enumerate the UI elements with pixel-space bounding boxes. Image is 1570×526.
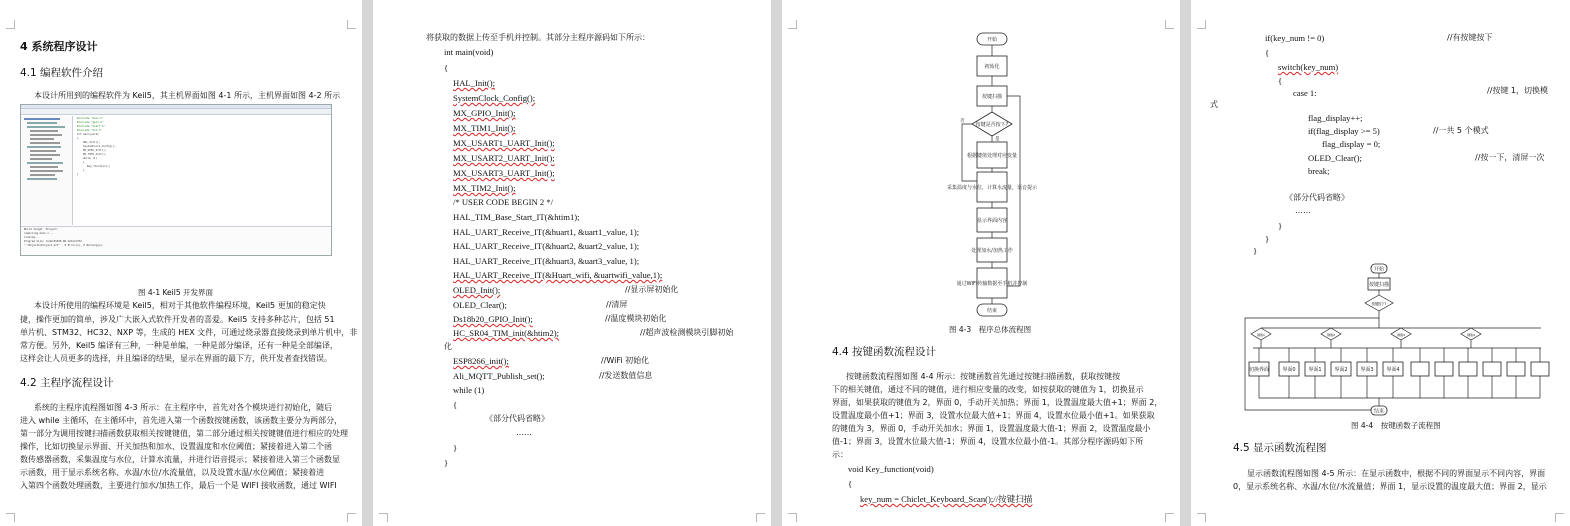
sub-flow-view0 [1279,362,1299,376]
code-line: ESP8266_init(); [453,356,509,366]
sub-flow-box-f [1531,362,1549,376]
sub-flow-end [1371,406,1387,415]
ide-code-line: #include "main.h" [77,117,104,120]
body-line: 本设计所用到的编程软件为 Keil5，其主机界面如图 4-1 所示，主机界面如图 4-2 所示 [34,91,341,100]
main-program-flowchart [946,30,1038,320]
svg-text:通过WIFI传输数据至手机并控制: 通过WIFI传输数据至手机并控制 [956,281,1028,287]
corner-mark [788,513,797,522]
flow-no-label: 否 [960,119,965,124]
ide-output-line: Build target 'Project' [24,228,59,231]
body-line: 按键函数流程图如图 4-4 所示：按键函数首先通过按键扫描函数，获取按键按 [846,372,1121,381]
document-page-1 [0,0,362,526]
code-line: { [453,400,458,410]
ide-code-line: #include "gpio.h" [77,121,104,124]
code-line: if(key_num != 0) [1265,33,1325,43]
section-heading: 4.4 按键函数流程设计 [832,346,937,358]
figure-caption: 图 4-3 程序总体流程图 [949,325,1032,334]
sub-flow-key1 [1251,328,1271,340]
code-comment: //显示屏初始化 [625,285,679,294]
svg-text:界面1: 界面1 [1308,367,1322,373]
flow-key-decision [972,112,1012,136]
sub-flow-key2 [1321,328,1341,340]
svg-text:结束: 结束 [1373,408,1385,415]
body-line: 操作，比如切换显示界面、开关加热和加水、设置温度和水位阈值；紧接着进入第二个函 [20,442,332,451]
ide-code-line: HAL_Init(); [83,141,101,144]
sub-flow-key-scan [1368,278,1390,290]
figure-caption: 图 4-1 Keil5 开发界面 [138,288,213,297]
code-line: { [1278,76,1283,86]
body-line: 单片机、STM32、HC32、NXP 等，生成的 HEX 文件，可通过烧录器直接烧录到单片机中，非 [20,328,358,337]
section-heading: 4.2 主程序流程设计 [20,377,114,389]
code-line: OLED_Clear(); [1308,153,1362,163]
corner-mark [756,513,765,522]
body-line: 显示函数流程图如图 4-5 所示：在显示函数中，根据不同的界面显示不同内容，界面 [1247,469,1546,478]
corner-mark [788,20,797,29]
corner-mark [6,20,15,29]
ide-toolbar [21,109,331,115]
corner-mark [1165,513,1174,522]
code-line: HAL_UART_Receive_IT(&Huart_wifi, &uartwifi_value,1); [453,270,663,280]
svg-text:处理加水/加热工作: 处理加水/加热工作 [971,248,1013,254]
code-line: if(flag_display >= 5) [1308,126,1380,136]
code-line: void Key_function(void) [848,464,934,474]
flow-end-terminal [977,304,1007,316]
code-line: HC_SR04_TIM_init(&htim2); [453,328,559,338]
svg-text:初始化: 初始化 [984,64,1000,70]
code-line: Ds18b20_GPIO_Init(); [453,314,533,324]
flow-wifi-box [957,268,1028,298]
omitted-code-note: 《部分代码省略》 [1285,193,1349,202]
flow-display-box [977,208,1007,232]
corner-mark [1197,20,1206,29]
code-line: HAL_UART_Receive_IT(&huart2, &uart2_value, 1); [453,241,640,251]
ide-code-line: } [77,173,79,176]
corner-mark [347,513,356,522]
flow-init-box [977,56,1007,76]
code-line: switch(key_num) [1278,62,1339,72]
svg-text:键值4: 键值4 [1467,333,1475,337]
svg-text:根据键值处理对应变量: 根据键值处理对应变量 [966,153,1018,159]
corner-mark [347,20,356,29]
svg-text:按键扫描: 按键扫描 [1368,282,1390,288]
section-heading: 4.5 显示函数流程图 [1233,442,1327,454]
body-line: 本设计所使用的编程环境是 Keil5，相对于其他软件编程环境，Keil5 更加的稳定快 [34,301,326,310]
flow-key-handle-box [967,142,1017,168]
ide-code-line: { [83,161,85,164]
svg-text:键值1: 键值1 [1257,333,1265,337]
code-line: /* USER CODE BEGIN 2 */ [453,197,554,207]
code-line: } [444,458,449,468]
code-comment: //清屏 [606,300,628,309]
body-line: 示： [832,450,848,459]
code-line: key_num = Chiclet_Keyboard_Scan();//按键扫描 [860,494,1033,504]
ide-output-line: linking... [24,236,40,239]
svg-text:采集温度与水位，计算水流量，语音提示: 采集温度与水位，计算水流量，语音提示 [946,185,1038,191]
code-line: MX_GPIO_Init(); [453,108,516,118]
code-comment: //有按键按下 [1447,33,1493,42]
svg-text:键值2: 键值2 [1327,333,1335,337]
ide-code-line: #include "usart.h" [77,125,106,128]
code-line: MX_TIM2_Init(); [453,183,516,193]
ide-code-line: MX_GPIO_Init(); [83,149,107,152]
sub-flow-view1 [1305,362,1325,376]
key-function-flowchart [1241,262,1561,418]
document-page-3 [782,0,1180,526]
ellipsis: …… [1295,206,1311,215]
body-line: 式 [1210,100,1218,109]
code-comment: //温度模块初始化 [605,314,667,323]
body-line: 化 [444,342,452,351]
ellipsis: …… [516,428,532,437]
body-line: 这样会让人员更多的选择，并且编译的结果，显示在界面的最下方，供开发者查找错误。 [20,354,332,363]
svg-text:键值3: 键值3 [1397,333,1405,337]
body-line: 常方便。另外，Keil5 编译有三种，一种是单编，一种是部分编译，还有一种是全部编译， [20,341,338,350]
ide-code-line: { [77,137,79,140]
body-line: 将获取的数据上传至手机并控制。其部分主程序源码如下所示： [426,33,650,42]
svg-text:界面0: 界面0 [1282,367,1296,373]
sub-flow-start [1371,264,1387,273]
corner-mark [6,513,15,522]
body-line: 设置温度最小值+1；界面 3，设置水位最大值+1；界面 4，设置水位最小值+1。如果获取 [832,411,1155,420]
body-line: 0，显示系统名称、水温/水位/水流量值；界面 1，显示设置的温度最大值；界面 2，显示 [1233,482,1547,491]
code-line: OLED_Init(); [453,285,501,295]
code-line: } [1265,234,1270,244]
body-line: 值-1；界面 3，设置水位最大值-1；界面 4，设置水位最小值-1。其部分程序源码如下所 [832,437,1144,446]
sub-flow-view4 [1383,362,1403,376]
body-line: 入第四个函数处理函数，主要进行加水/加热工作，最后一个是 WIFI 接收函数，通过 WIFI [20,481,337,490]
corner-mark [1197,513,1206,522]
svg-text:显示界面内容: 显示界面内容 [976,218,1008,224]
ide-code-line: int main(void) [77,133,99,136]
document-page-4 [1191,0,1570,526]
sub-flow-box-a [1411,362,1429,376]
body-line: 进入 while 主循环，在主循环中，首先进入第一个函数按键函数，该函数主要分为两部分， [20,416,343,425]
sub-flow-switch-view [1249,362,1269,376]
code-comment: //按键 1，切换模 [1487,86,1549,95]
code-line: HAL_UART_Receive_IT(&huart1, &uart1_value, 1); [453,227,640,237]
ide-code-line: } [83,169,85,172]
body-line: 界面，如果获取的键值为 2，界面 0，手动开关加热；界面 1，设置温度最大值+1；界面 2， [832,398,1163,407]
flow-key-scan-box [977,86,1007,106]
flow-yes-label: 是 [995,137,1000,142]
ide-project-tree [21,116,73,225]
sub-flow-box-d [1483,362,1501,376]
code-line: Ali_MQTT_Publish_set(); [453,371,545,381]
chapter-heading: 4 系统程序设计 [20,40,98,53]
code-line: HAL_Init(); [453,78,496,88]
ide-code-line: Key_function(); [87,165,111,168]
document-page-2 [373,0,771,526]
ide-code-line: SystemClock_Config(); [83,145,116,148]
ide-code-line: MX_TIM1_Init(); [83,153,107,156]
svg-text:按键扫描: 按键扫描 [981,94,1003,100]
code-line: { [444,63,449,73]
code-line: int main(void) [444,47,494,57]
body-line: 示函数，用于显示系统名称、水温/水位/水流量值，以及设置水温/水位阈值；紧接着进 [20,468,325,477]
code-comment: //超声波检测模块引脚初始 [640,328,734,337]
corner-mark [1165,20,1174,29]
code-line: } [1253,246,1258,256]
flow-process-box [971,238,1013,262]
code-line: case 1: [1293,88,1317,98]
code-line: MX_USART3_UART_Init(); [453,168,555,178]
svg-text:界面2: 界面2 [1334,367,1348,373]
flow-start-terminal [977,33,1007,45]
svg-text:开始: 开始 [1373,266,1385,273]
ide-code-editor [75,116,331,225]
ide-output-line: compiling main.c... [24,232,54,235]
code-line: flag_display = 0; [1322,139,1381,149]
code-line: } [1278,221,1283,231]
code-line: OLED_Clear(); [453,300,507,310]
code-line: MX_TIM1_Init(); [453,123,516,133]
code-comment: //发送数值信息 [599,371,653,380]
sub-flow-view2 [1331,362,1351,376]
svg-text:开始: 开始 [986,37,998,43]
ide-build-output [21,226,331,255]
code-line: MX_USART2_UART_Init(); [453,153,555,163]
sub-flow-key4 [1461,328,1481,340]
omitted-code-note: 《部分代码省略》 [485,414,549,423]
code-line: { [1265,48,1270,58]
keil5-screenshot-figure [20,104,332,256]
svg-text:界面3: 界面3 [1360,367,1374,373]
ide-output-line: Program Size: Code=25460 RO-data=1372 [24,240,82,243]
corner-mark [1555,513,1564,522]
sub-flow-box-c [1459,362,1477,376]
svg-text:切换界面: 切换界面 [1248,367,1270,373]
body-line: 的键值为 3，界面 0，手动开关加水；界面 1，设置温度最大值-1；界面 2，设置温度最小 [832,424,1151,433]
code-line: HAL_TIM_Base_Start_IT(&htim1); [453,212,580,222]
code-line: HAL_UART_Receive_IT(&huart3, &uart3_value, 1); [453,256,640,266]
code-line: while (1) [453,385,485,395]
ide-code-line: while (1) [83,157,98,160]
code-line: flag_display++; [1308,113,1363,123]
ide-output-line: ".\Objects\Project.axf" - 0 Error(s), 0 Warning(s). [24,244,104,247]
body-line: 系统的主程序流程图如图 4-3 所示：在主程序中，首先对各个模块进行初始化，随后 [34,403,333,412]
svg-text:按键是否按下?: 按键是否按下? [975,122,1009,128]
sub-flow-decision-label: 按键按下? [1371,302,1387,306]
sub-flow-key3 [1391,328,1411,340]
code-line: break; [1308,166,1330,176]
svg-text:结束: 结束 [986,308,998,314]
code-comment: //WiFi 初始化 [601,356,650,365]
ide-code-line: #include "tim.h" [77,129,102,132]
body-line: 下的相关键值，通过不同的键值，进行相应变量的改变，如按获取的键值为 1，切换显示 [832,385,1144,394]
code-line: { [848,479,853,489]
body-line: 第一部分为调用按键扫描函数获取相关按键键值，第二部分通过相关按键键值进行相应的处理 [20,429,348,438]
flow-sensor-box [947,172,1038,202]
svg-text:界面4: 界面4 [1386,367,1400,373]
code-comment: //按一下，清屏一次 [1475,153,1545,162]
code-line: SystemClock_Config(); [453,93,536,103]
sub-flow-box-e [1507,362,1525,376]
figure-caption: 图 4-4 按键函数子流程图 [1351,421,1441,430]
body-line: 数传感器函数，采集温度与水位，计算水流量，并进行语音提示；紧接着进入第三个函数显 [20,455,340,464]
body-line: 捷，操作更加的简单，涉及广大嵌入式软件开发者的喜爱。Keil5 支持多种芯片，包括 51 [20,315,335,324]
sub-flow-view3 [1357,362,1377,376]
sub-flow-box-b [1435,362,1453,376]
section-heading: 4.1 编程软件介绍 [20,67,104,79]
corner-mark [379,513,388,522]
code-line: } [453,443,458,453]
code-comment: //一共 5 个模式 [1433,126,1489,135]
code-line: MX_USART1_UART_Init(); [453,138,555,148]
